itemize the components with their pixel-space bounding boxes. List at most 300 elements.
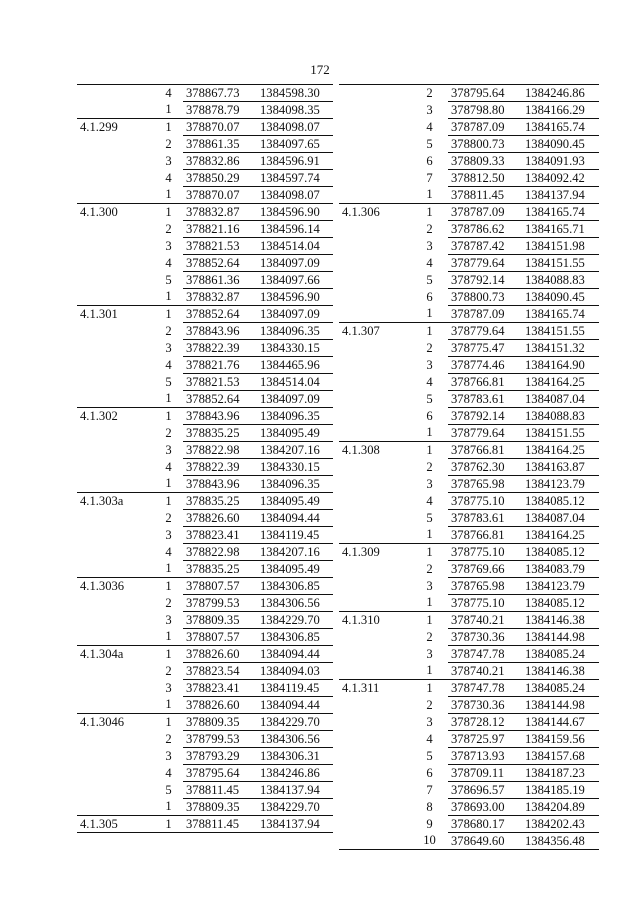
- polygon-id-cell: [77, 510, 154, 527]
- polygon-id-cell: [339, 527, 411, 544]
- polygon-id-cell: [339, 425, 411, 442]
- x-coordinate-cell: 378870.07: [183, 119, 257, 136]
- point-number-cell: 2: [426, 629, 433, 644]
- x-coordinate-cell: 378867.73: [183, 85, 257, 102]
- polygon-id-cell: [77, 595, 154, 612]
- y-coordinate-cell: 1384596.14: [257, 221, 333, 238]
- x-coordinate-cell: 378852.64: [183, 255, 257, 272]
- y-coordinate-cell: 1384164.25: [522, 442, 599, 459]
- y-coordinate-cell: 1384465.96: [257, 357, 333, 374]
- y-coordinate-cell: 1384165.74: [522, 204, 599, 221]
- x-coordinate-cell: 378850.29: [183, 170, 257, 187]
- y-coordinate-cell: 1384166.29: [522, 102, 599, 119]
- polygon-id-cell: 4.1.311: [339, 680, 411, 697]
- x-coordinate-cell: 378783.61: [448, 510, 522, 527]
- y-coordinate-cell: 1384164.25: [522, 527, 599, 544]
- x-coordinate-cell: 378747.78: [448, 680, 522, 697]
- polygon-id-cell: [339, 357, 411, 374]
- point-number-cell: 2: [426, 459, 433, 474]
- y-coordinate-cell: 1384151.55: [522, 425, 599, 442]
- x-coordinate-cell: 378775.47: [448, 340, 522, 357]
- point-number-cell: 7: [426, 782, 433, 797]
- y-coordinate-cell: 1384088.83: [522, 272, 599, 289]
- polygon-id-cell: 4.1.304a: [77, 646, 154, 663]
- polygon-id-cell: [339, 493, 411, 510]
- y-coordinate-cell: 1384144.98: [522, 629, 599, 646]
- point-number-cell: 1: [154, 119, 183, 136]
- x-coordinate-cell: 378826.60: [183, 697, 257, 714]
- table-row: [339, 289, 599, 306]
- x-coordinate-cell: 378812.50: [448, 170, 522, 187]
- point-number-cell: 1: [154, 816, 183, 833]
- polygon-id-cell: [339, 731, 411, 748]
- table-row: [77, 714, 333, 731]
- x-coordinate-cell: 378861.35: [183, 136, 257, 153]
- point-number-cell: 1: [411, 425, 448, 442]
- y-coordinate-cell: 1384146.38: [522, 612, 599, 629]
- table-row: [339, 340, 599, 357]
- y-coordinate-cell: 1384185.19: [522, 782, 599, 799]
- polygon-id-cell: [339, 816, 411, 833]
- table-row: [339, 323, 599, 340]
- polygon-id-cell: [339, 221, 411, 238]
- x-coordinate-cell: 378821.53: [183, 238, 257, 255]
- point-number-cell: 1: [154, 102, 183, 119]
- polygon-id-cell: [339, 748, 411, 765]
- y-coordinate-cell: 1384087.04: [522, 510, 599, 527]
- point-number-cell: 1: [411, 442, 448, 459]
- y-coordinate-cell: 1384204.89: [522, 799, 599, 816]
- x-coordinate-cell: 378787.09: [448, 306, 522, 323]
- table-row: [339, 187, 599, 204]
- point-number-cell: 3: [426, 714, 433, 729]
- x-coordinate-cell: 378799.53: [183, 731, 257, 748]
- table-row: [77, 153, 333, 170]
- point-number-cell: 1: [411, 323, 448, 340]
- x-coordinate-cell: 378832.86: [183, 153, 257, 170]
- polygon-id-cell: [339, 408, 411, 425]
- table-row: [339, 493, 599, 510]
- point-number-cell: 5: [426, 510, 433, 525]
- x-coordinate-cell: 378725.97: [448, 731, 522, 748]
- point-number-cell: 4: [165, 544, 172, 559]
- table-row: [77, 663, 333, 680]
- table-row: [77, 391, 333, 408]
- y-coordinate-cell: 1384096.35: [257, 476, 333, 493]
- x-coordinate-cell: 378807.57: [183, 629, 257, 646]
- x-coordinate-cell: 378775.10: [448, 544, 522, 561]
- polygon-id-cell: [339, 170, 411, 187]
- x-coordinate-cell: 378823.41: [183, 527, 257, 544]
- table-row: [77, 408, 333, 425]
- table-row: [339, 765, 599, 782]
- table-row: [77, 221, 333, 238]
- point-number-cell: 1: [154, 578, 183, 595]
- point-number-cell: 3: [426, 578, 433, 593]
- y-coordinate-cell: 1384330.15: [257, 459, 333, 476]
- y-coordinate-cell: 1384096.35: [257, 323, 333, 340]
- polygon-id-cell: [77, 255, 154, 272]
- y-coordinate-cell: 1384164.25: [522, 374, 599, 391]
- table-row: [339, 561, 599, 578]
- x-coordinate-cell: 378779.64: [448, 323, 522, 340]
- point-number-cell: 2: [426, 221, 433, 236]
- point-number-cell: 3: [165, 153, 172, 168]
- table-row: [77, 425, 333, 442]
- polygon-id-cell: 4.1.303a: [77, 493, 154, 510]
- table-row: [77, 646, 333, 663]
- point-number-cell: 3: [165, 340, 172, 355]
- table-row: [339, 442, 599, 459]
- polygon-id-cell: [339, 85, 411, 102]
- table-row: [339, 629, 599, 646]
- point-number-cell: 4: [165, 170, 172, 185]
- point-number-cell: 6: [426, 289, 433, 304]
- y-coordinate-cell: 1384207.16: [257, 544, 333, 561]
- table-row: [77, 136, 333, 153]
- polygon-id-cell: [77, 357, 154, 374]
- y-coordinate-cell: 1384306.31: [257, 748, 333, 765]
- y-coordinate-cell: 1384096.35: [257, 408, 333, 425]
- point-number-cell: 4: [426, 119, 433, 134]
- table-row: [77, 629, 333, 646]
- y-coordinate-cell: 1384202.43: [522, 816, 599, 833]
- polygon-id-cell: [77, 629, 154, 646]
- table-row: [77, 527, 333, 544]
- y-coordinate-cell: 1384246.86: [522, 85, 599, 102]
- point-number-cell: 5: [165, 374, 172, 389]
- table-row: [77, 289, 333, 306]
- point-number-cell: 2: [165, 221, 172, 236]
- point-number-cell: 1: [154, 629, 183, 646]
- y-coordinate-cell: 1384306.56: [257, 731, 333, 748]
- point-number-cell: 1: [154, 391, 183, 408]
- polygon-id-cell: [339, 799, 411, 816]
- point-number-cell: 3: [165, 612, 172, 627]
- x-coordinate-cell: 378680.17: [448, 816, 522, 833]
- table-row: [77, 323, 333, 340]
- y-coordinate-cell: 1384123.79: [522, 476, 599, 493]
- x-coordinate-cell: 378730.36: [448, 629, 522, 646]
- polygon-id-cell: [339, 697, 411, 714]
- y-coordinate-cell: 1384596.90: [257, 204, 333, 221]
- table-row: [339, 782, 599, 799]
- table-row: [339, 578, 599, 595]
- table-row: [77, 544, 333, 561]
- x-coordinate-cell: 378878.79: [183, 102, 257, 119]
- table-row: [339, 646, 599, 663]
- table-row: [339, 119, 599, 136]
- polygon-id-cell: 4.1.3036: [77, 578, 154, 595]
- point-number-cell: 10: [411, 833, 448, 850]
- y-coordinate-cell: 1384087.04: [522, 391, 599, 408]
- polygon-id-cell: 4.1.305: [77, 816, 154, 833]
- x-coordinate-cell: 378740.21: [448, 612, 522, 629]
- polygon-id-cell: [77, 340, 154, 357]
- x-coordinate-cell: 378835.25: [183, 493, 257, 510]
- y-coordinate-cell: 1384119.45: [257, 680, 333, 697]
- table-row: [339, 816, 599, 833]
- polygon-id-cell: [339, 663, 411, 680]
- y-coordinate-cell: 1384598.30: [257, 85, 333, 102]
- table-row: [339, 680, 599, 697]
- table-row: [77, 204, 333, 221]
- y-coordinate-cell: 1384094.03: [257, 663, 333, 680]
- polygon-id-cell: 4.1.306: [339, 204, 411, 221]
- y-coordinate-cell: 1384123.79: [522, 578, 599, 595]
- polygon-id-cell: 4.1.307: [339, 323, 411, 340]
- y-coordinate-cell: 1384094.44: [257, 646, 333, 663]
- table-row: [77, 272, 333, 289]
- x-coordinate-cell: 378811.45: [183, 816, 257, 833]
- polygon-id-cell: [339, 289, 411, 306]
- y-coordinate-cell: 1384151.55: [522, 323, 599, 340]
- y-coordinate-cell: 1384165.74: [522, 306, 599, 323]
- table-row: [339, 731, 599, 748]
- polygon-id-cell: [339, 714, 411, 731]
- x-coordinate-cell: 378852.64: [183, 391, 257, 408]
- x-coordinate-cell: 378822.98: [183, 442, 257, 459]
- table-row: [339, 221, 599, 238]
- x-coordinate-cell: 378775.10: [448, 493, 522, 510]
- polygon-id-cell: [77, 527, 154, 544]
- coordinates-table-right: [339, 84, 599, 850]
- x-coordinate-cell: 378792.14: [448, 272, 522, 289]
- x-coordinate-cell: 378774.46: [448, 357, 522, 374]
- polygon-id-cell: 4.1.310: [339, 612, 411, 629]
- x-coordinate-cell: 378747.78: [448, 646, 522, 663]
- polygon-id-cell: [77, 612, 154, 629]
- point-number-cell: 8: [426, 799, 433, 814]
- x-coordinate-cell: 378775.10: [448, 595, 522, 612]
- point-number-cell: 5: [165, 272, 172, 287]
- table-row: [77, 306, 333, 323]
- point-number-cell: 3: [165, 680, 172, 695]
- polygon-id-cell: [77, 289, 154, 306]
- polygon-id-cell: [77, 697, 154, 714]
- table-row: [77, 799, 333, 816]
- point-number-cell: 2: [165, 731, 172, 746]
- polygon-id-cell: [77, 663, 154, 680]
- table-row: [77, 442, 333, 459]
- point-number-cell: 2: [165, 595, 172, 610]
- y-coordinate-cell: 1384144.67: [522, 714, 599, 731]
- polygon-id-cell: [339, 340, 411, 357]
- x-coordinate-cell: 378870.07: [183, 187, 257, 204]
- x-coordinate-cell: 378823.41: [183, 680, 257, 697]
- y-coordinate-cell: 1384088.83: [522, 408, 599, 425]
- polygon-id-cell: [77, 476, 154, 493]
- point-number-cell: 9: [426, 816, 433, 831]
- y-coordinate-cell: 1384596.91: [257, 153, 333, 170]
- polygon-id-cell: [339, 272, 411, 289]
- point-number-cell: 1: [154, 187, 183, 204]
- polygon-id-cell: [339, 833, 411, 850]
- y-coordinate-cell: 1384097.09: [257, 306, 333, 323]
- y-coordinate-cell: 1384095.49: [257, 561, 333, 578]
- polygon-id-cell: [77, 153, 154, 170]
- table-row: [339, 170, 599, 187]
- y-coordinate-cell: 1384090.45: [522, 289, 599, 306]
- y-coordinate-cell: 1384229.70: [257, 799, 333, 816]
- y-coordinate-cell: 1384095.49: [257, 493, 333, 510]
- table-row: [339, 595, 599, 612]
- table-row: [77, 578, 333, 595]
- point-number-cell: 3: [426, 102, 433, 117]
- y-coordinate-cell: 1384146.38: [522, 663, 599, 680]
- y-coordinate-cell: 1384137.94: [257, 816, 333, 833]
- y-coordinate-cell: 1384151.55: [522, 255, 599, 272]
- y-coordinate-cell: 1384095.49: [257, 425, 333, 442]
- y-coordinate-cell: 1384330.15: [257, 340, 333, 357]
- table-row: [77, 561, 333, 578]
- polygon-id-cell: [339, 646, 411, 663]
- point-number-cell: 5: [165, 782, 172, 797]
- x-coordinate-cell: 378807.57: [183, 578, 257, 595]
- y-coordinate-cell: 1384137.94: [522, 187, 599, 204]
- point-number-cell: 2: [165, 663, 172, 678]
- x-coordinate-cell: 378809.35: [183, 799, 257, 816]
- table-row: [339, 153, 599, 170]
- polygon-id-cell: [339, 629, 411, 646]
- polygon-id-cell: [77, 102, 154, 119]
- y-coordinate-cell: 1384246.86: [257, 765, 333, 782]
- x-coordinate-cell: 378809.33: [448, 153, 522, 170]
- table-row: [77, 612, 333, 629]
- polygon-id-cell: [339, 476, 411, 493]
- table-row: [77, 119, 333, 136]
- point-number-cell: 3: [426, 357, 433, 372]
- x-coordinate-cell: 378730.36: [448, 697, 522, 714]
- y-coordinate-cell: 1384090.45: [522, 136, 599, 153]
- polygon-id-cell: [339, 187, 411, 204]
- table-row: [77, 102, 333, 119]
- point-number-cell: 4: [165, 459, 172, 474]
- table-row: [77, 187, 333, 204]
- table-row: [339, 357, 599, 374]
- x-coordinate-cell: 378822.98: [183, 544, 257, 561]
- polygon-id-cell: 4.1.299: [77, 119, 154, 136]
- y-coordinate-cell: 1384165.71: [522, 221, 599, 238]
- point-number-cell: 5: [426, 272, 433, 287]
- table-row: [339, 459, 599, 476]
- polygon-id-cell: [77, 782, 154, 799]
- x-coordinate-cell: 378800.73: [448, 289, 522, 306]
- y-coordinate-cell: 1384097.66: [257, 272, 333, 289]
- table-row: [77, 510, 333, 527]
- y-coordinate-cell: 1384597.74: [257, 170, 333, 187]
- table-row: [339, 612, 599, 629]
- point-number-cell: 3: [426, 238, 433, 253]
- point-number-cell: 3: [165, 442, 172, 457]
- x-coordinate-cell: 378852.64: [183, 306, 257, 323]
- polygon-id-cell: [77, 544, 154, 561]
- x-coordinate-cell: 378835.25: [183, 425, 257, 442]
- point-number-cell: 2: [426, 697, 433, 712]
- x-coordinate-cell: 378693.00: [448, 799, 522, 816]
- polygon-id-cell: [339, 459, 411, 476]
- table-row: [339, 374, 599, 391]
- point-number-cell: 3: [426, 646, 433, 661]
- table-row: [77, 476, 333, 493]
- polygon-id-cell: 4.1.300: [77, 204, 154, 221]
- point-number-cell: 4: [165, 765, 172, 780]
- x-coordinate-cell: 378740.21: [448, 663, 522, 680]
- polygon-id-cell: [339, 153, 411, 170]
- table-row: [339, 238, 599, 255]
- page-number: 172: [310, 62, 330, 77]
- point-number-cell: 4: [165, 357, 172, 372]
- table-row: [339, 544, 599, 561]
- x-coordinate-cell: 378795.64: [183, 765, 257, 782]
- table-row: [77, 459, 333, 476]
- y-coordinate-cell: 1384163.87: [522, 459, 599, 476]
- point-number-cell: 1: [411, 663, 448, 680]
- polygon-id-cell: [77, 85, 154, 102]
- y-coordinate-cell: 1384144.98: [522, 697, 599, 714]
- point-number-cell: 4: [154, 85, 183, 102]
- y-coordinate-cell: 1384085.24: [522, 680, 599, 697]
- point-number-cell: 2: [165, 136, 172, 151]
- polygon-id-cell: [77, 170, 154, 187]
- polygon-id-cell: [77, 748, 154, 765]
- x-coordinate-cell: 378823.54: [183, 663, 257, 680]
- table-row: [77, 595, 333, 612]
- y-coordinate-cell: 1384514.04: [257, 238, 333, 255]
- point-number-cell: 1: [154, 289, 183, 306]
- polygon-id-cell: [77, 136, 154, 153]
- point-number-cell: 2: [165, 425, 172, 440]
- y-coordinate-cell: 1384165.74: [522, 119, 599, 136]
- x-coordinate-cell: 378843.96: [183, 476, 257, 493]
- x-coordinate-cell: 378832.87: [183, 289, 257, 306]
- table-row: [339, 663, 599, 680]
- table-row: [339, 748, 599, 765]
- polygon-id-cell: [339, 136, 411, 153]
- x-coordinate-cell: 378713.93: [448, 748, 522, 765]
- polygon-id-cell: [339, 119, 411, 136]
- x-coordinate-cell: 378787.42: [448, 238, 522, 255]
- y-coordinate-cell: 1384187.23: [522, 765, 599, 782]
- table-row: [77, 765, 333, 782]
- x-coordinate-cell: 378793.29: [183, 748, 257, 765]
- table-row: [77, 238, 333, 255]
- point-number-cell: 2: [426, 561, 433, 576]
- x-coordinate-cell: 378811.45: [183, 782, 257, 799]
- point-number-cell: 2: [165, 323, 172, 338]
- point-number-cell: 7: [426, 170, 433, 185]
- x-coordinate-cell: 378786.62: [448, 221, 522, 238]
- point-number-cell: 1: [411, 595, 448, 612]
- table-row: [339, 306, 599, 323]
- point-number-cell: 1: [154, 204, 183, 221]
- y-coordinate-cell: 1384159.56: [522, 731, 599, 748]
- point-number-cell: 1: [154, 799, 183, 816]
- y-coordinate-cell: 1384229.70: [257, 612, 333, 629]
- polygon-id-cell: [77, 221, 154, 238]
- table-row: [339, 408, 599, 425]
- polygon-id-cell: [77, 459, 154, 476]
- point-number-cell: 1: [154, 646, 183, 663]
- point-number-cell: 1: [411, 306, 448, 323]
- point-number-cell: 1: [154, 476, 183, 493]
- x-coordinate-cell: 378649.60: [448, 833, 522, 850]
- table-row: [339, 714, 599, 731]
- x-coordinate-cell: 378766.81: [448, 442, 522, 459]
- x-coordinate-cell: 378765.98: [448, 578, 522, 595]
- polygon-id-cell: 4.1.3046: [77, 714, 154, 731]
- point-number-cell: 4: [426, 493, 433, 508]
